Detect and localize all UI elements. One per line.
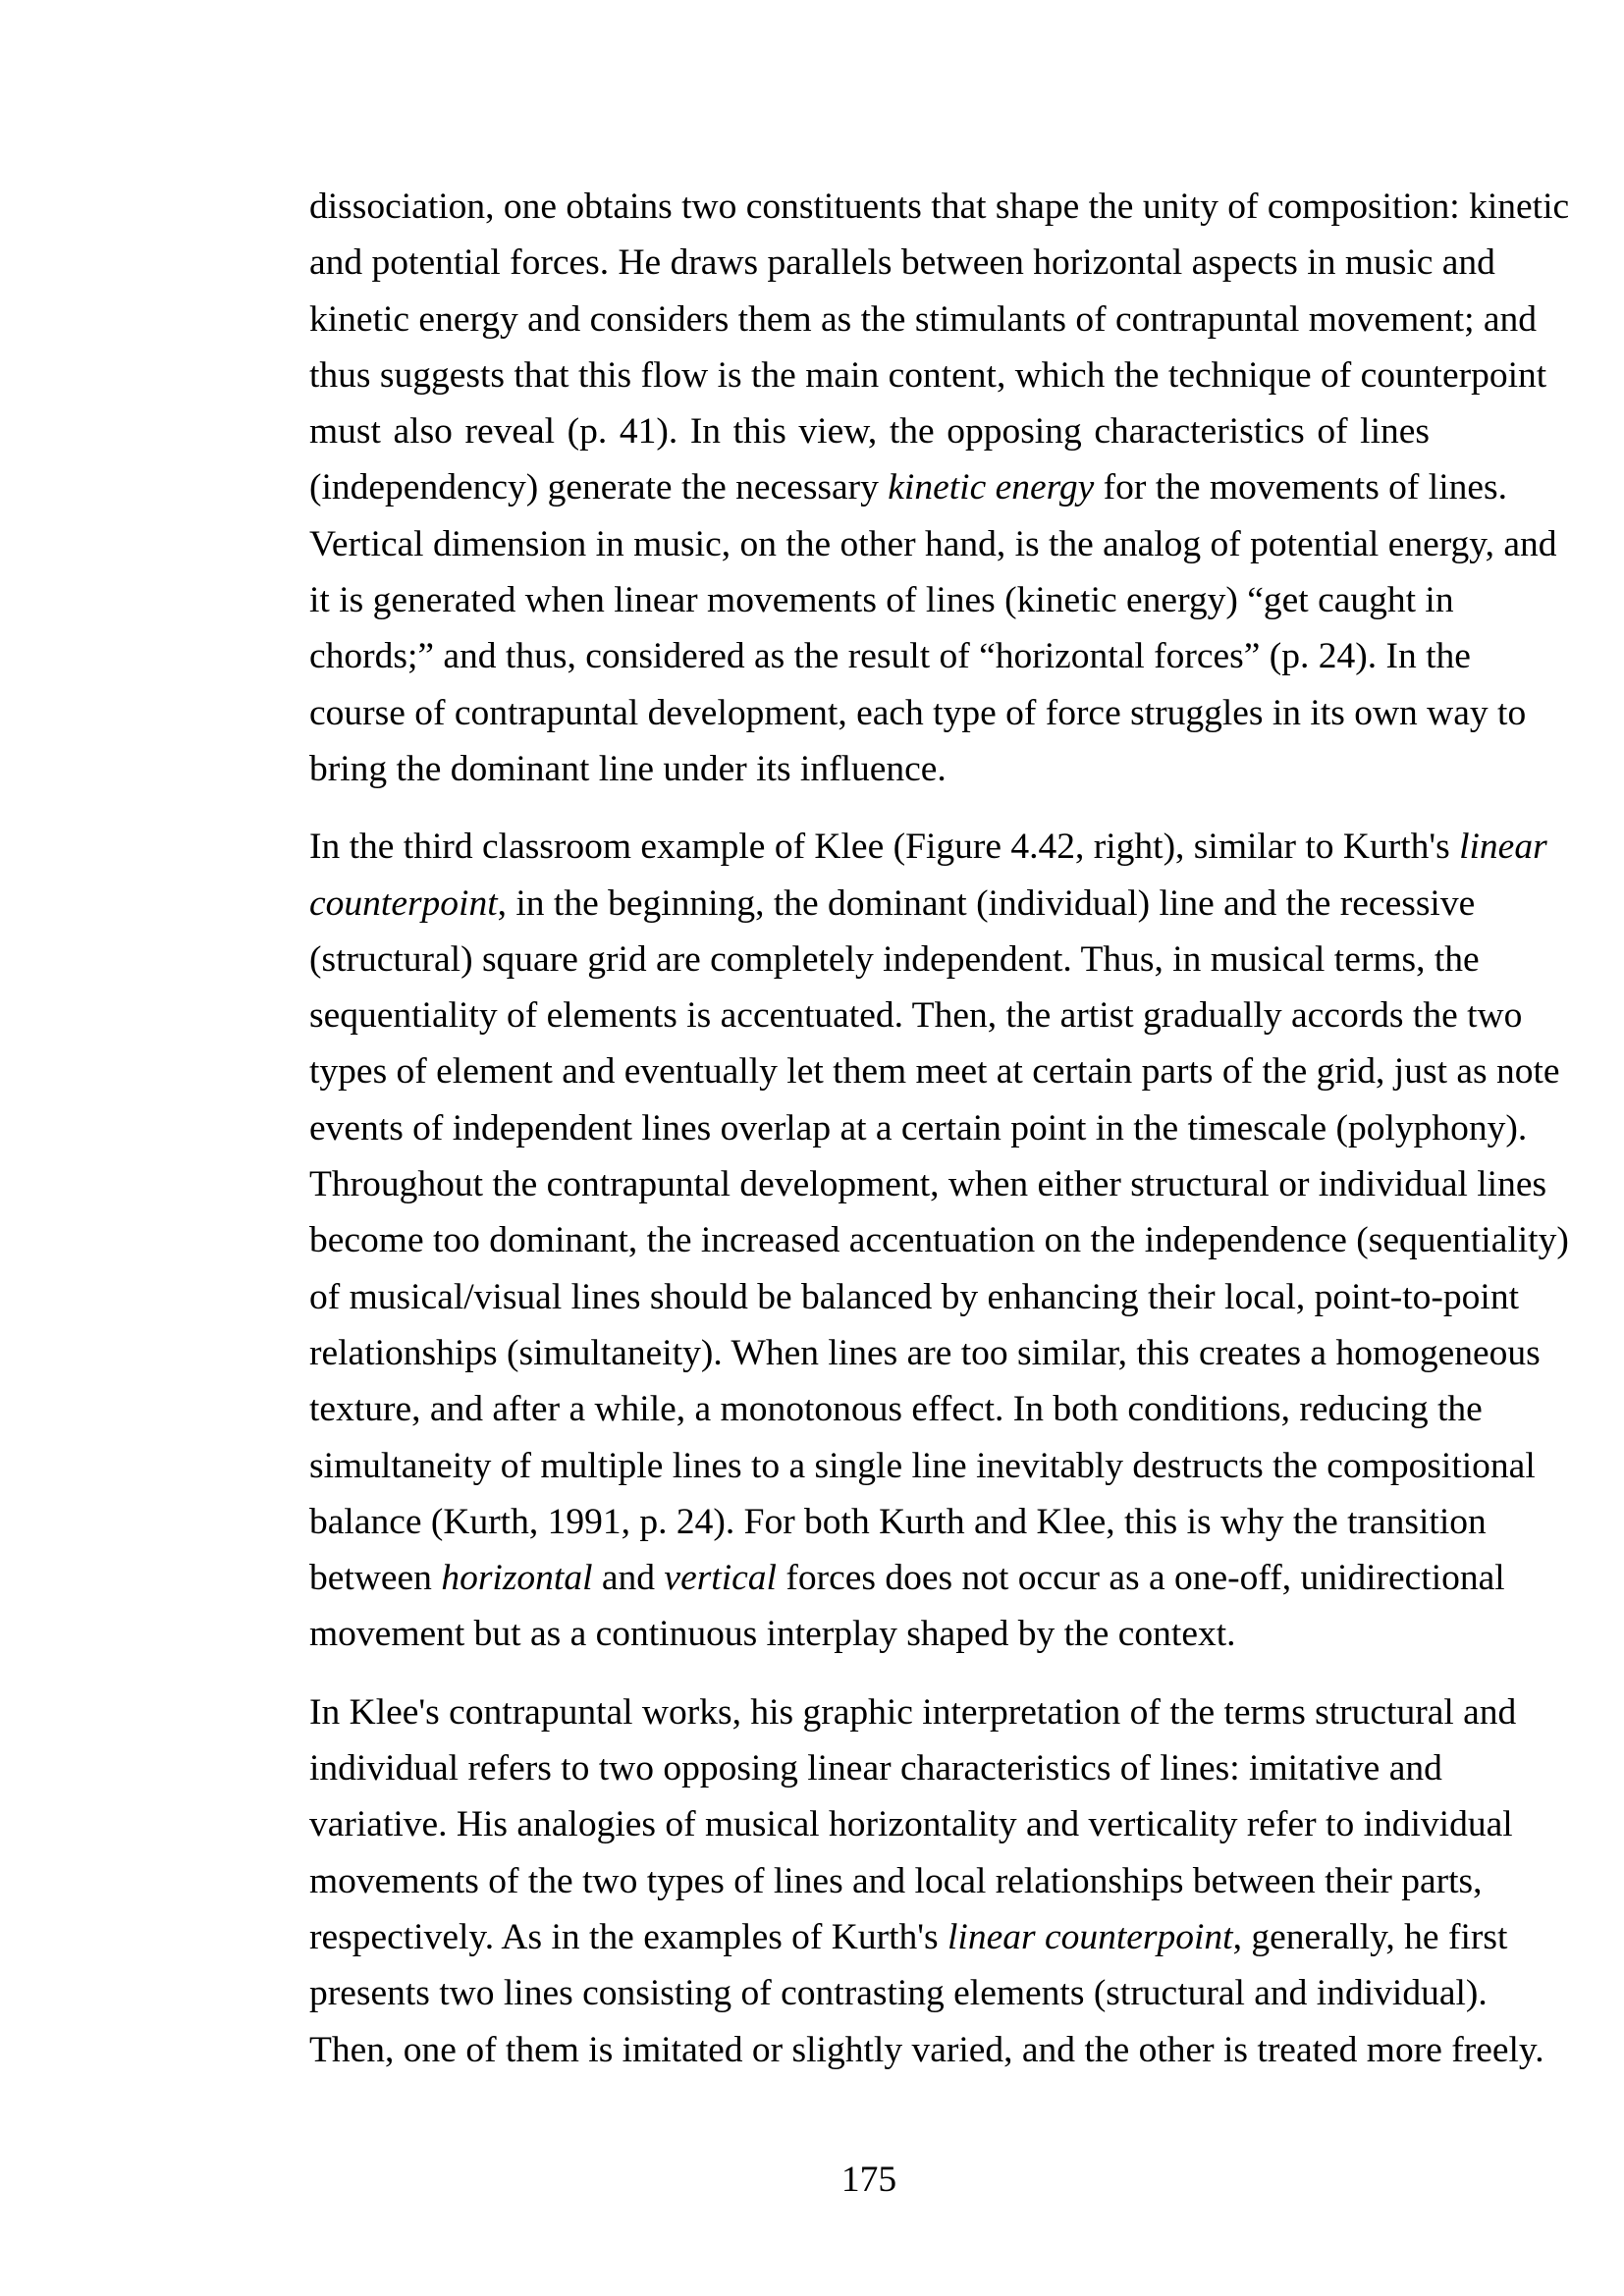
italic-term: vertical	[664, 1558, 777, 1599]
text-run: Then, one of them is imitated or slightly varied, and the other is treated more freely.	[309, 2029, 1544, 2070]
text-line	[309, 1494, 1487, 1550]
paragraph	[309, 819, 1569, 1662]
text-run: In Klee's contrapuntal works, his graphic interpretation of the terms structural and	[309, 1691, 1517, 1733]
text-run: forces does not occur as a one-off, unidirectional	[776, 1558, 1505, 1599]
text-run: (structural) square grid are completely independent. Thus, in musical terms, the	[309, 938, 1480, 980]
text-line	[309, 235, 1495, 291]
text-run: respectively. As in the examples of Kurth's	[309, 1916, 948, 1957]
paragraph	[309, 179, 1570, 797]
text-line	[309, 1550, 1505, 1606]
text-run: , in the beginning, the dominant (individual) line and the recessive	[497, 882, 1476, 924]
text-line	[309, 819, 1547, 875]
text-run: must also reveal (p. 41). In this view, the opposing characteristics of lines	[309, 411, 1430, 453]
text-line	[309, 1853, 1483, 1909]
text-line	[309, 347, 1547, 403]
text-line	[309, 403, 1430, 459]
italic-term: counterpoint	[309, 882, 498, 924]
text-run: variative. His analogies of musical horizontality and verticality refer to individual	[309, 1804, 1513, 1845]
text-line	[309, 932, 1480, 988]
text-run: course of contrapuntal development, each type of force struggles in its own way to	[309, 692, 1527, 733]
text-run: , generally, he first	[1232, 1916, 1508, 1957]
text-run: simultaneity of multiple lines to a single line inevitably destructs the compositional	[309, 1445, 1536, 1486]
text-line	[309, 1684, 1517, 1740]
text-run: between	[309, 1558, 442, 1599]
text-run: it is generated when linear movements of lines (kinetic energy) “get caught in	[309, 580, 1454, 621]
text-line	[309, 1156, 1547, 1212]
text-run: balance (Kurth, 1991, p. 24). For both Kurth and Klee, this is why the transition	[309, 1501, 1487, 1542]
text-run: become too dominant, the increased accentuation on the independence (sequentiality)	[309, 1220, 1569, 1261]
text-line	[309, 459, 1507, 515]
text-run: kinetic energy and considers them as the stimulants of contrapuntal movement; and	[309, 298, 1538, 340]
text-run: In the third classroom example of Klee (Figure 4.42, right), similar to Kurth's	[309, 827, 1460, 868]
paragraph	[309, 1684, 1544, 2078]
text-line	[309, 741, 1430, 797]
text-line	[309, 1965, 1488, 2021]
text-line	[309, 876, 1476, 932]
text-run: for the movements of lines.	[1094, 467, 1507, 508]
text-run: relationships (simultaneity). When lines are too similar, this creates a homogeneous	[309, 1332, 1541, 1373]
text-run: movement but as a continuous interplay shaped by the context.	[309, 1614, 1236, 1655]
text-line	[309, 1325, 1541, 1381]
text-line	[309, 1381, 1483, 1437]
text-run: Throughout the contrapuntal development, when either structural or individual lines	[309, 1164, 1547, 1205]
text-run: of musical/visual lines should be balanced by enhancing their local, point-to-point	[309, 1276, 1519, 1317]
text-run: Vertical dimension in music, on the other hand, is the analog of potential energy, and	[309, 523, 1557, 564]
text-run: types of element and eventually let them meet at certain parts of the grid, just as note	[309, 1051, 1560, 1093]
text-line	[309, 1269, 1519, 1325]
text-run: bring the dominant line under its influence.	[309, 748, 947, 789]
italic-term: horizontal	[441, 1558, 593, 1599]
text-run: texture, and after a while, a monotonous effect. In both conditions, reducing the	[309, 1389, 1483, 1430]
text-run: thus suggests that this flow is the main content, which the technique of counterpoint	[309, 354, 1547, 396]
page-number: 175	[840, 2160, 897, 2200]
text-line	[309, 292, 1538, 347]
italic-term: kinetic energy	[888, 467, 1095, 508]
text-line	[309, 1909, 1508, 1965]
text-run: chords;” and thus, considered as the result of “horizontal forces” (p. 24). In the	[309, 636, 1471, 677]
text-line	[309, 2022, 1544, 2078]
text-line	[309, 572, 1454, 628]
text-line	[309, 988, 1523, 1043]
text-line	[309, 1796, 1513, 1852]
text-line	[309, 1043, 1560, 1099]
text-line	[309, 1100, 1528, 1156]
text-run: movements of the two types of lines and local relationships between their parts,	[309, 1860, 1483, 1901]
text-run: presents two lines consisting of contrasting elements (structural and individual).	[309, 1973, 1488, 2014]
text-run: dissociation, one obtains two constituents that shape the unity of composition: kinetic	[309, 187, 1570, 227]
text-line	[309, 1438, 1536, 1494]
text-line	[309, 179, 1570, 235]
text-line	[309, 685, 1527, 741]
text-line	[309, 1212, 1569, 1268]
text-line	[309, 628, 1471, 684]
text-line	[309, 516, 1557, 572]
italic-term: linear counterpoint	[947, 1916, 1233, 1957]
body-text	[309, 179, 1570, 2100]
text-run: events of independent lines overlap at a certain point in the timescale (polyphony).	[309, 1107, 1528, 1148]
text-run: (independency) generate the necessary	[309, 467, 889, 508]
text-line	[309, 1606, 1430, 1662]
text-run: and	[592, 1558, 665, 1599]
italic-term: linear	[1459, 827, 1547, 868]
text-run: and potential forces. He draws parallels between horizontal aspects in music and	[309, 242, 1495, 284]
text-line	[309, 1740, 1442, 1796]
text-run: sequentiality of elements is accentuated. Then, the artist gradually accords the two	[309, 995, 1523, 1037]
text-run: individual refers to two opposing linear characteristics of lines: imitative and	[309, 1748, 1442, 1789]
